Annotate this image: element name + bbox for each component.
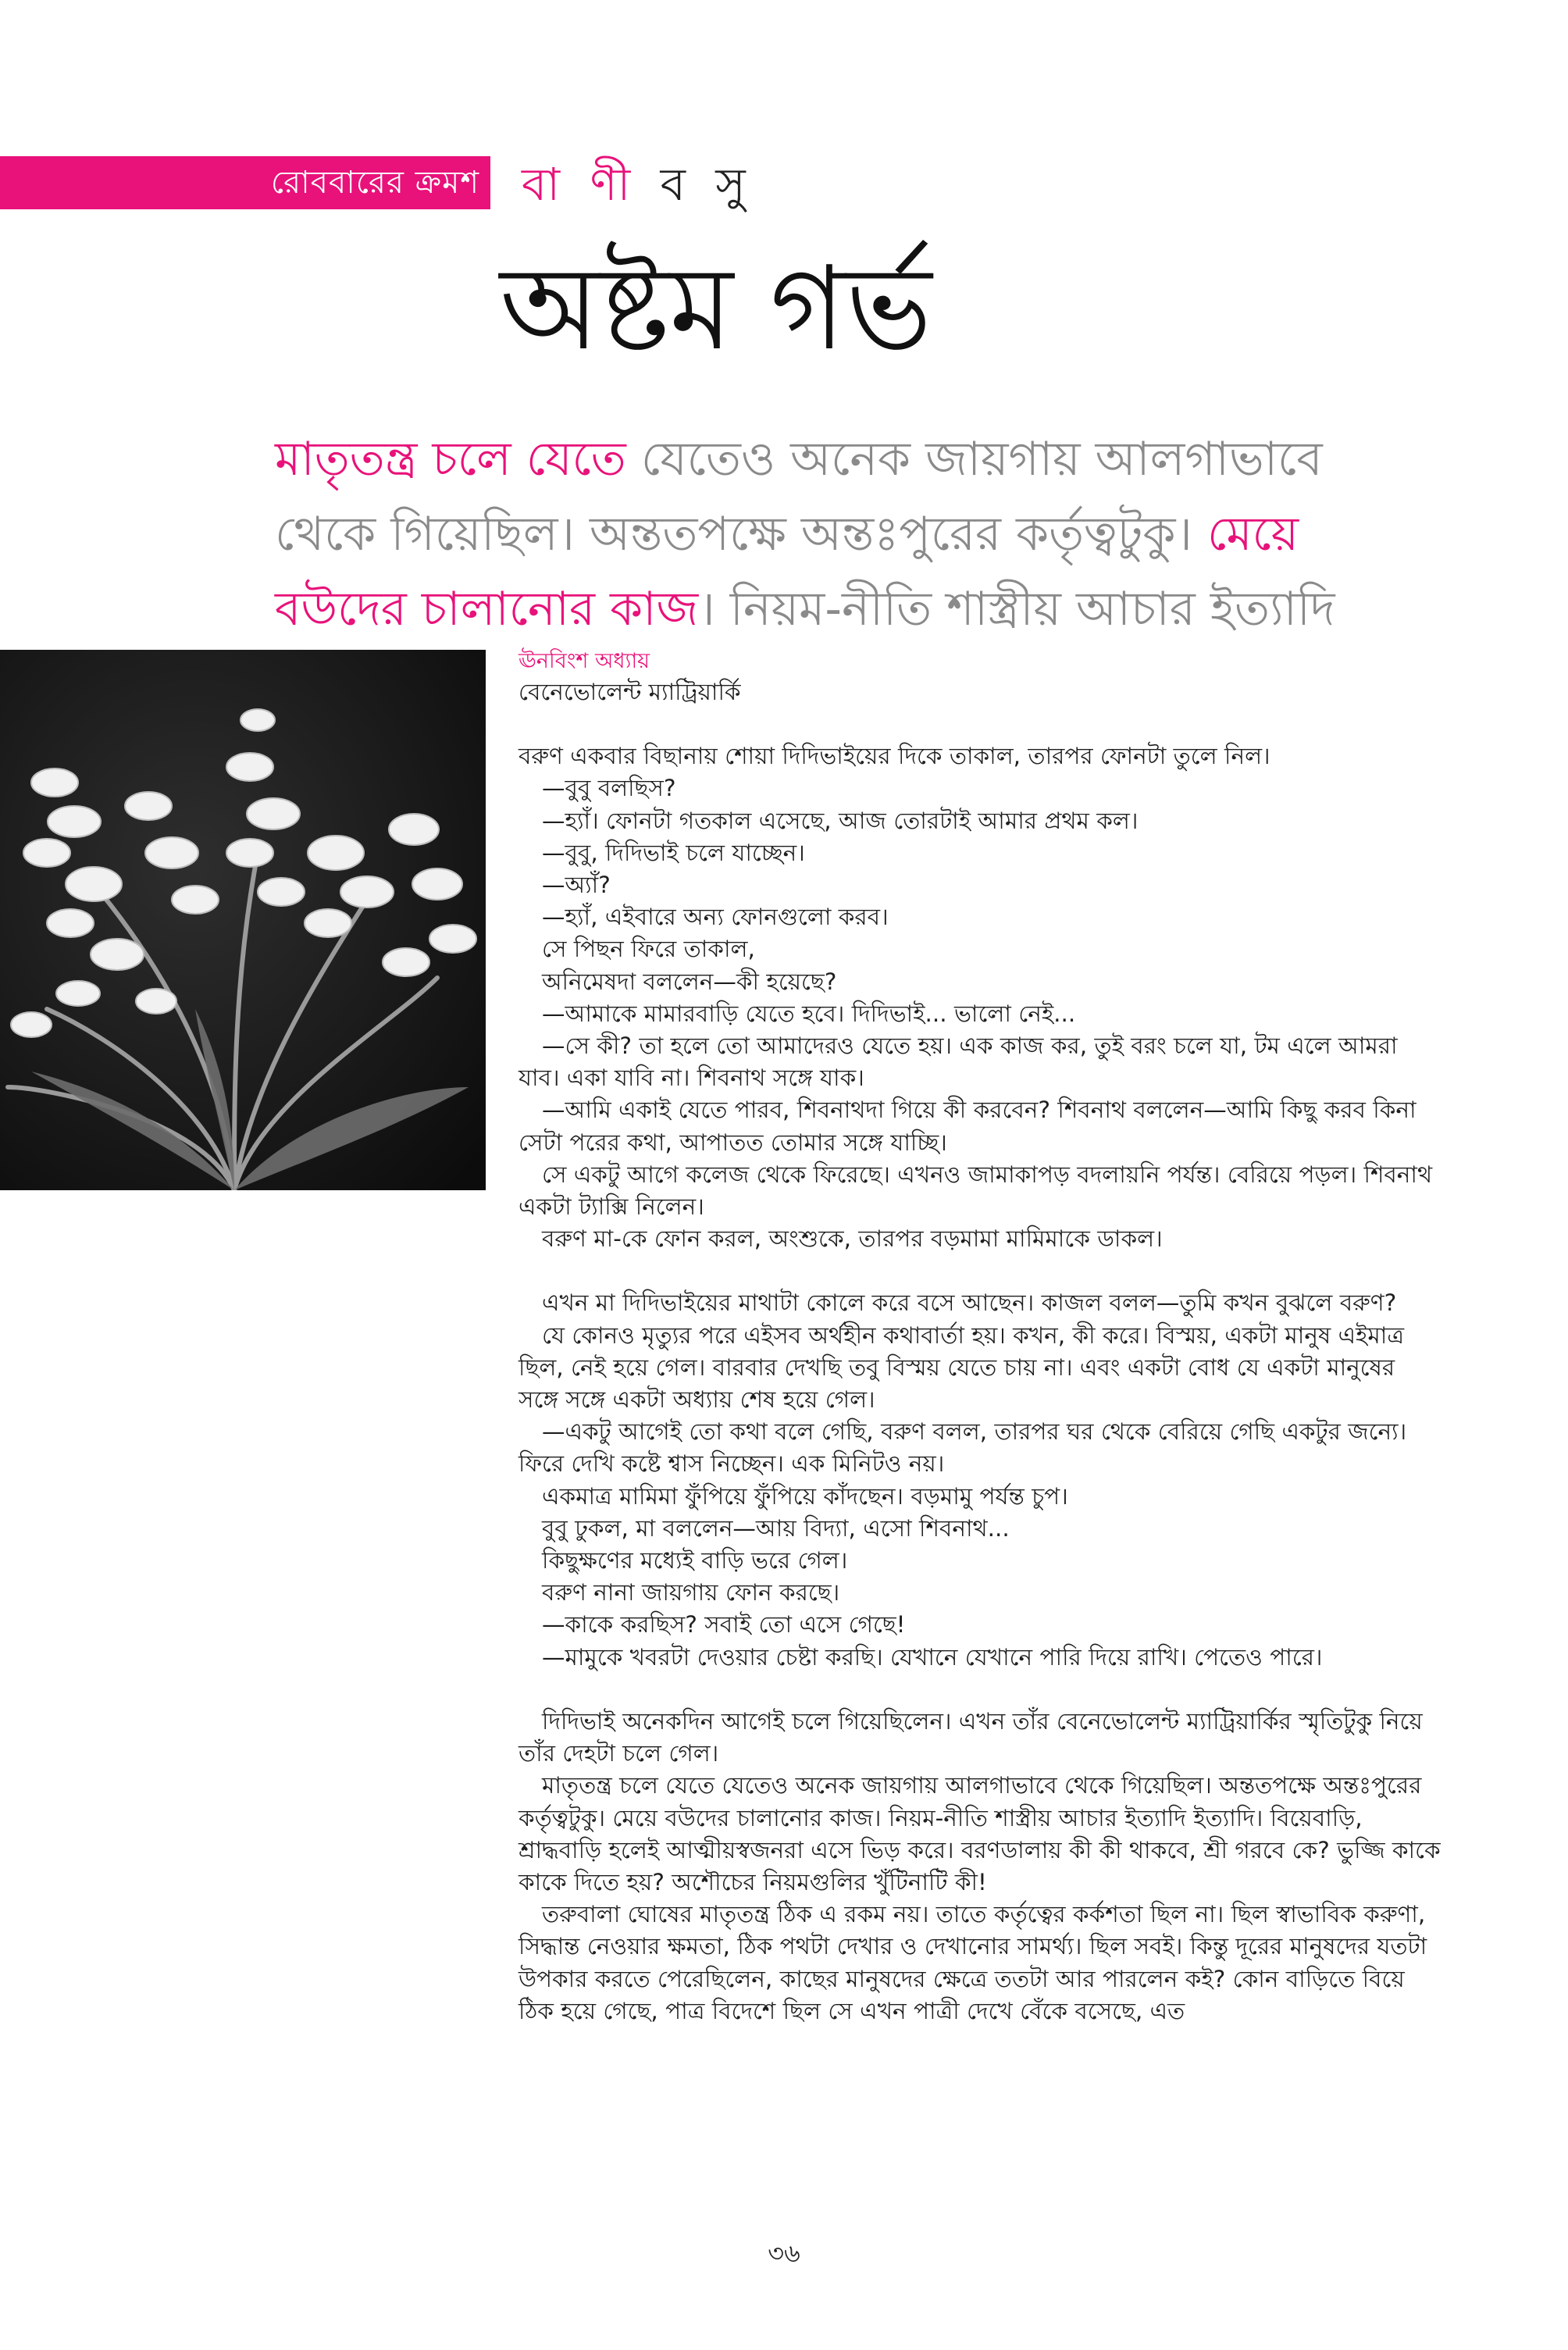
flower-painting-svg: [0, 650, 486, 1190]
author-first-name: বা ণী: [522, 158, 639, 211]
author-last-name: ব সু: [660, 158, 754, 211]
article-paragraph: —মামুকে খবরটা দেওয়ার চেষ্টা করছি। যেখানে যেখানে পারি দিয়ে রাখি। পেতেও পারে।: [542, 1643, 1323, 1671]
flower-painting: [0, 650, 486, 1190]
article-paragraph: —আমাকে মামারবাড়ি যেতে হবে। দিদিভাই... ভালো নেই...: [542, 1000, 1076, 1027]
chapter-heading: ঊনবিংশ অধ্যায়: [519, 649, 650, 673]
section-gap: [519, 1674, 1441, 1706]
article-paragraph: সে পিছন ফিরে তাকাল,: [542, 936, 755, 963]
article-paragraph: বুবু ঢুকল, মা বললেন—আয় বিদ্যা, এসো শিবনাথ...: [542, 1514, 1010, 1542]
article-paragraph: একমাত্র মামিমা ফুঁপিয়ে ফুঁপিয়ে কাঁদছেন। বড়মামু পর্যন্ত চুপ।: [542, 1482, 1068, 1510]
article-paragraph: —বুবু বলছিস?: [542, 775, 676, 802]
pull-quote-highlight-1: মাতৃতন্ত্র চলে যেতে: [275, 432, 626, 487]
series-label: রোববারের ক্রমশ: [270, 165, 479, 201]
article-paragraph: —আমি একাই যেতে পারব, শিবনাথদা গিয়ে কী করবেন? শিবনাথ বললেন—আমি কিছু করব কিনা সেটা পরের কথা, আপাতত তোমার সঙ্গে যাচ্ছি।: [519, 1097, 1417, 1156]
article-paragraph: এখন মা দিদিভাইয়ের মাথাটা কোলে করে বসে আছেন। কাজল বলল—তুমি কখন বুঝলে বরুণ?: [542, 1289, 1397, 1317]
article-paragraph: —হ্যাঁ, এইবারে অন্য ফোনগুলো করব।: [542, 904, 889, 931]
article-paragraph: সে একটু আগে কলেজ থেকে ফিরেছে। এখনও জামাকাপড় বদলায়নি পর্যন্ত। বেরিয়ে পড়ল। শিবনাথ একটা ট্যাক্সি নিলেন।: [519, 1161, 1433, 1221]
article-paragraph: বরুণ একবার বিছানায় শোয়া দিদিভাইয়ের দিকে তাকাল, তারপর ফোনটা তুলে নিল।: [519, 743, 1270, 770]
pull-quote-text-1: যেতেও অনেক জায়গায় আলগাভাবে থেকে গিয়েছিল। অন্ততপক্ষে অন্তঃপুরের কর্তৃত্বটুকু।: [275, 432, 1323, 562]
series-banner: [0, 156, 490, 209]
article-body: [519, 647, 1441, 2027]
article-paragraph: অনিমেষদা বললেন—কী হয়েছে?: [542, 968, 837, 995]
article-paragraph: —একটু আগেই তো কথা বলে গেছি, বরুণ বলল, তারপর ঘর থেকে বেরিয়ে গেছি একটুর জন্যে। ফিরে দেখি কষ্টে শ্বাস নিচ্ছেন। এক মিনিটও নয়।: [519, 1418, 1407, 1478]
section-gap: [519, 1255, 1441, 1287]
article-paragraph: যে কোনও মৃত্যুর পরে এইসব অর্থহীন কথাবার্তা হয়। কখন, কী করে। বিস্ময়, একটা মানুষ এইমাত্র ছিল, নেই হয়ে গেল। বারবার দেখছি তবু বিস্ময় যেতে চায় না। এবং একটা বোধ যে একটা মানুষের সঙ্গে সঙ্গে একটা অধ্যায় শেষ হয়ে গেল।: [519, 1321, 1405, 1414]
pull-quote-text-2: । নিয়ম-নীতি শাস্ত্রীয় আচার ইত্যাদি: [698, 582, 1335, 637]
author-name: [522, 153, 754, 216]
page-number: ৩৬: [768, 2238, 800, 2268]
article-paragraph: দিদিভাই অনেকদিন আগেই চলে গিয়েছিলেন। এখন তাঁর বেনেভোলেন্ট ম্যাট্রিয়ার্কির স্মৃতিটুকু নিয়ে তাঁর দেহটা চলে গেল।: [519, 1707, 1423, 1767]
article-paragraph: বরুণ নানা জায়গায় ফোন করছে।: [542, 1579, 840, 1606]
chapter-subtitle: বেনেভোলেন্ট ম্যাট্রিয়ার্কি: [519, 679, 741, 705]
article-paragraph: —কাকে করছিস? সবাই তো এসে গেছে!: [542, 1611, 906, 1639]
article-paragraph: —হ্যাঁ। ফোনটা গতকাল এসেছে, আজ তোরটাই আমার প্রথম কল।: [542, 807, 1139, 834]
article-paragraph: তরুবালা ঘোষের মাতৃতন্ত্র ঠিক এ রকম নয়। তাতে কর্তৃত্বের কর্কশতা ছিল না। ছিল স্বাভাবিক করুণা, সিদ্ধান্ত নেওয়ার ক্ষমতা, ঠিক পথটা দেখার ও দেখানোর সামর্থ্য। ছিল সবই। কিন্তু দূরের মানুষদের যতটা উপকার করতে পেরেছিলেন, কাছের মানুষদের ক্ষেত্রে ততটা আর পারলেন কই? কোন বাড়িতে বিয়ে ঠিক হয়ে গেছে, পাত্র বিদেশে ছিল সে এখন পাত্রী দেখে বেঁকে বসেছে, এত: [519, 1901, 1427, 2024]
pull-quote-highlight-2: মেয়ে বউদের চালানোর কাজ: [275, 507, 1299, 637]
article-paragraph: —সে কী? তা হলে তো আমাদেরও যেতে হয়। এক কাজ কর, তুই বরং চলে যা, টম এলে আমরা যাব। একা যাবি না। শিবনাথ সঙ্গে যাক।: [519, 1032, 1398, 1092]
article-paragraph: —অ্যাঁ?: [542, 872, 611, 899]
story-title: অষ্টম গর্ভ: [500, 241, 932, 376]
article-paragraph: —বুবু, দিদিভাই চলে যাচ্ছেন।: [542, 839, 805, 866]
article-paragraph: মাতৃতন্ত্র চলে যেতে যেতেও অনেক জায়গায় আলগাভাবে থেকে গিয়েছিল। অন্ততপক্ষে অন্তঃপুরের কর্তৃত্বটুকু। মেয়ে বউদের চালানোর কাজ। নিয়ম-নীতি শাস্ত্রীয় আচার ইত্যাদি ইত্যাদি। বিয়েবাড়ি, শ্রাদ্ধবাড়ি হলেই আত্মীয়স্বজনরা এসে ভিড় করে। বরণডালায় কী কী থাকবে, শ্রী গরবে কে? ভুজ্জি কাকে কাকে দিতে হয়? অশৌচের নিয়মগুলির খুঁটিনাটি কী!: [519, 1772, 1441, 1895]
article-paragraph: কিছুক্ষণের মধ্যেই বাড়ি ভরে গেল।: [542, 1547, 848, 1574]
article-paragraph: বরুণ মা-কে ফোন করল, অংশুকে, তারপর বড়মামা মামিমাকে ডাকল।: [542, 1225, 1163, 1253]
